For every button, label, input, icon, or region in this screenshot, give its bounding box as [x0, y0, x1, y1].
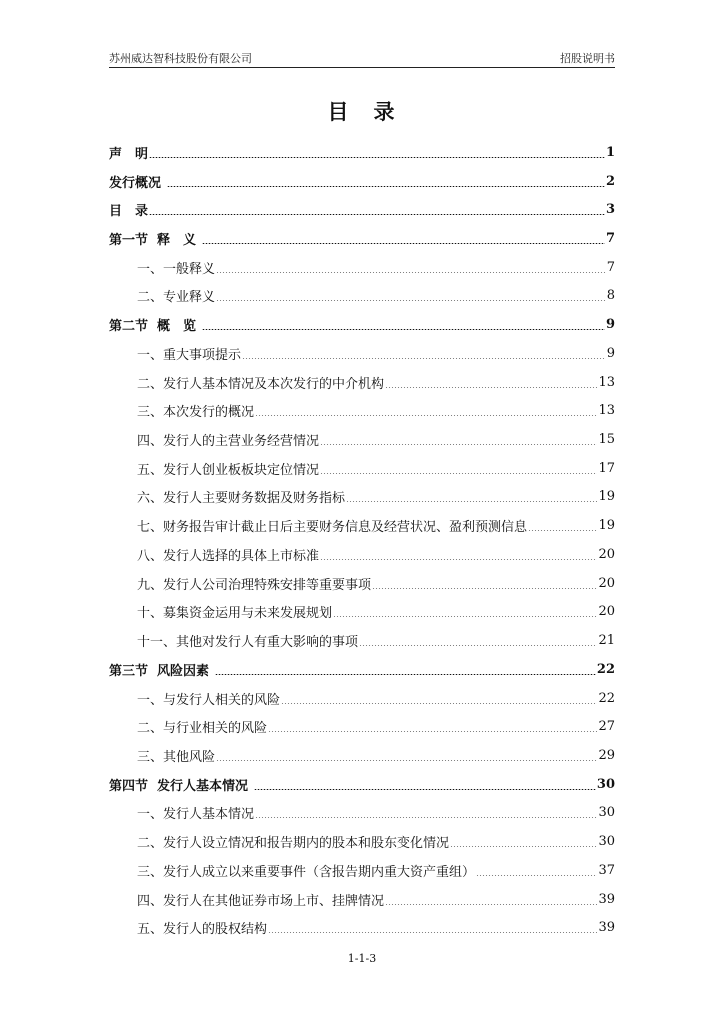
toc-leader-dots: [242, 358, 606, 359]
toc-entry[interactable]: [109, 598, 615, 627]
toc-leader-dots: [268, 932, 597, 933]
toc-entry-page: 2: [605, 173, 615, 189]
toc-entry-page: 17: [598, 460, 615, 476]
toc-entry-label: 发行概况: [109, 175, 166, 191]
toc-leader-dots: [216, 272, 606, 273]
toc-leader-dots: [281, 703, 597, 704]
toc-entry-page: 19: [598, 489, 615, 505]
toc-leader-dots: [320, 473, 597, 474]
toc-entry[interactable]: [109, 396, 615, 425]
toc-entry-label: 一、重大事项提示: [137, 347, 242, 363]
toc-entry-page: 3: [605, 202, 615, 218]
toc-entry[interactable]: [109, 741, 615, 770]
toc-entry-page: 30: [598, 834, 615, 850]
toc-entry-label: 一、一般释义: [137, 261, 216, 277]
header-company: 苏州威达智科技股份有限公司: [109, 52, 252, 65]
toc-leader-dots: [149, 214, 605, 215]
toc-entry[interactable]: [109, 138, 615, 167]
toc-entry-page: 37: [598, 862, 615, 878]
toc-entry[interactable]: [109, 425, 615, 454]
toc-entry-page: 27: [598, 719, 615, 735]
toc-entry-label: 第四节 发行人基本情况: [109, 778, 253, 794]
toc-entry[interactable]: [109, 885, 615, 914]
page-title: 目 录: [327, 99, 397, 124]
toc-entry-label: 第三节 风险因素: [109, 663, 214, 679]
toc-entry[interactable]: [109, 195, 615, 224]
toc-entry-label: 五、发行人创业板板块定位情况: [137, 462, 320, 478]
toc-entry-label: 十、募集资金运用与未来发展规划: [137, 606, 333, 622]
toc-entry-label: 八、发行人选择的具体上市标准: [137, 548, 320, 564]
toc-entry-label: 五、发行人的股权结构: [137, 922, 268, 938]
toc-entry[interactable]: [109, 368, 615, 397]
toc-entry-label: 二、与行业相关的风险: [137, 721, 268, 737]
toc-entry[interactable]: [109, 282, 615, 311]
toc-entry-label: 九、发行人公司治理特殊安排等重要事项: [137, 577, 372, 593]
toc-entry-page: 13: [598, 374, 615, 390]
toc-leader-dots: [333, 616, 597, 617]
toc-leader-dots: [255, 415, 597, 416]
toc-entry-label: 目 录: [109, 204, 149, 220]
toc-leader-dots: [385, 904, 597, 905]
toc-entry-label: 三、本次发行的概况: [137, 405, 255, 421]
toc-entry-page: 22: [598, 690, 615, 706]
toc-leader-dots: [346, 501, 597, 502]
toc-leader-dots: [320, 559, 597, 560]
page-number: 1-1-3: [347, 952, 377, 965]
header-rule: [109, 67, 615, 68]
toc-entry-label: 六、发行人主要财务数据及财务指标: [137, 491, 346, 507]
toc-entry[interactable]: [109, 310, 615, 339]
toc-entry-page: 9: [606, 345, 615, 361]
toc-leader-dots: [202, 243, 605, 244]
toc-entry-page: 29: [598, 747, 615, 763]
toc-entry-page: 39: [598, 891, 615, 907]
toc-entry-label: 四、发行人在其他证券市场上市、挂牌情况: [137, 893, 385, 909]
toc-leader-dots: [385, 387, 597, 388]
toc-entry[interactable]: [109, 454, 615, 483]
toc-entry[interactable]: [109, 540, 615, 569]
toc-entry-label: 七、财务报告审计截止日后主要财务信息及经营状况、盈利预测信息: [137, 520, 528, 536]
toc-leader-dots: [450, 846, 597, 847]
toc-entry-label: 第一节 释 义: [109, 233, 201, 249]
toc-entry[interactable]: [109, 339, 615, 368]
toc-entry[interactable]: [109, 167, 615, 196]
toc-entry-page: 15: [598, 432, 615, 448]
toc-entry-page: 9: [605, 317, 615, 333]
toc-leader-dots: [149, 157, 605, 158]
toc-entry[interactable]: [109, 684, 615, 713]
toc-entry[interactable]: [109, 856, 615, 885]
toc-leader-dots: [476, 875, 597, 876]
toc-entry-page: 8: [606, 288, 615, 304]
table-of-contents: [109, 138, 615, 942]
toc-entry-page: 21: [598, 633, 615, 649]
toc-entry-page: 22: [596, 661, 615, 677]
toc-entry[interactable]: [109, 569, 615, 598]
toc-entry-page: 7: [605, 231, 615, 247]
toc-leader-dots: [202, 329, 605, 330]
header-doc-type: 招股说明书: [560, 52, 615, 65]
toc-entry[interactable]: [109, 253, 615, 282]
toc-entry-page: 20: [598, 575, 615, 591]
toc-entry-label: 四、发行人的主营业务经营情况: [137, 434, 320, 450]
toc-leader-dots: [167, 186, 605, 187]
toc-entry-page: 20: [598, 546, 615, 562]
toc-entry-page: 1: [605, 144, 615, 160]
toc-leader-dots: [320, 444, 597, 445]
toc-entry[interactable]: [109, 626, 615, 655]
toc-entry[interactable]: [109, 483, 615, 512]
toc-entry-label: 一、与发行人相关的风险: [137, 692, 281, 708]
toc-leader-dots: [215, 674, 596, 675]
toc-entry-page: 13: [598, 403, 615, 419]
toc-leader-dots: [216, 760, 597, 761]
toc-entry-page: 19: [598, 518, 615, 534]
toc-leader-dots: [255, 817, 597, 818]
toc-entry[interactable]: [109, 224, 615, 253]
toc-entry[interactable]: [109, 511, 615, 540]
toc-entry[interactable]: [109, 655, 615, 684]
toc-entry-label: 声 明: [109, 146, 149, 162]
page-header: [109, 50, 615, 66]
toc-entry-label: 三、其他风险: [137, 749, 216, 765]
toc-entry-label: 三、发行人成立以来重要事件（含报告期内重大资产重组）: [137, 864, 476, 880]
toc-entry-label: 第二节 概 览: [109, 319, 201, 335]
toc-entry-page: 39: [598, 920, 615, 936]
toc-entry[interactable]: [109, 913, 615, 942]
toc-leader-dots: [372, 588, 597, 589]
toc-entry[interactable]: [109, 770, 615, 799]
toc-entry-label: 二、发行人设立情况和报告期内的股本和股东变化情况: [137, 836, 450, 852]
toc-entry-page: 7: [606, 259, 615, 275]
toc-entry-page: 30: [598, 805, 615, 821]
toc-entry-page: 30: [596, 776, 615, 792]
toc-entry[interactable]: [109, 827, 615, 856]
toc-leader-dots: [216, 300, 606, 301]
toc-leader-dots: [268, 731, 597, 732]
toc-entry[interactable]: [109, 712, 615, 741]
toc-leader-dots: [528, 530, 597, 531]
toc-entry-page: 20: [598, 604, 615, 620]
toc-entry-label: 二、发行人基本情况及本次发行的中介机构: [137, 376, 385, 392]
toc-entry-label: 二、专业释义: [137, 290, 216, 306]
toc-entry-label: 一、发行人基本情况: [137, 807, 255, 823]
toc-leader-dots: [359, 645, 597, 646]
toc-entry[interactable]: [109, 799, 615, 828]
toc-leader-dots: [254, 789, 596, 790]
toc-entry-label: 十一、其他对发行人有重大影响的事项: [137, 635, 359, 651]
